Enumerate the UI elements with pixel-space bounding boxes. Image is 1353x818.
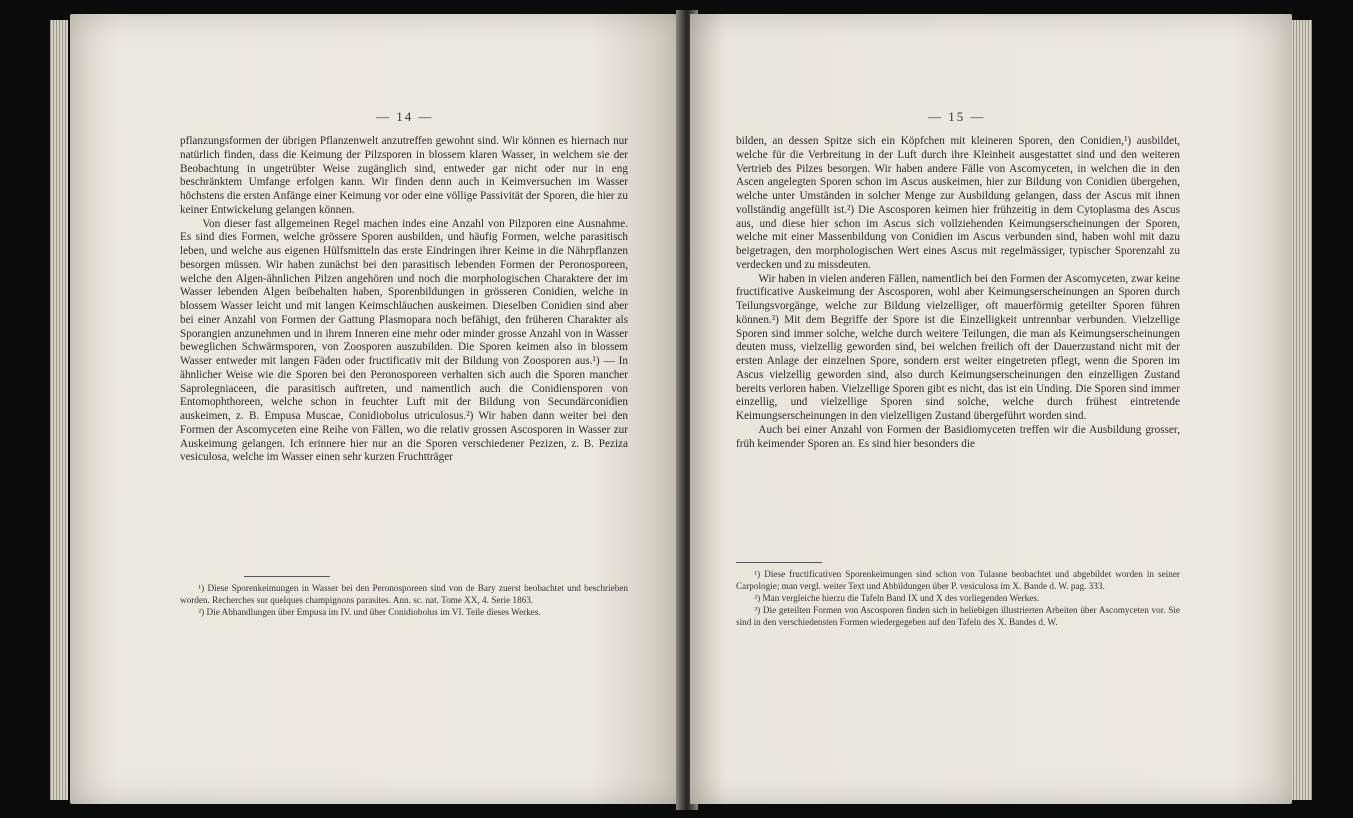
footnote: ²) Die Abhandlungen über Empusa im IV. und über Conidiobolus im VI. Teile dieses Werkes. [198,607,541,617]
left-page [70,14,682,804]
right-page-edges [1290,20,1312,800]
footnote: ¹) Diese Sporenkeimungen in Wasser bei den Peronosporeen sind von de Bary zuerst beobachtet und beschrieben worden. Recherches sur quelques champignons parasites. Ann. sc. nat. Tome XX, 4. Serie 1863. [180,583,628,605]
paragraph: Auch bei einer Anzahl von Formen der Basidiomyceten treffen wir die Ausbildung grosser, früh keimender Sporen an. Es sind hier besonders die [736,423,1180,450]
footnote-rule [244,576,330,577]
paragraph: pflanzungsformen der übrigen Pflanzenwelt anzutreffen gewohnt sind. Wir können es hiernach nur natürlich finden, dass die Keimung der Pilzsporen in blossem klaren Wasser, in welchem sie der Beobachtung in ungetrübter Weise zugänglich sind, entweder gar nicht oder nur in eng beschränktem Umfange erfolgen kann. Wir finden denn auch in Keimversuchen im Wasser höchstens die ersten Anfänge einer Keimung vor oder eine völlige Passivität der Sporen, die hier zu keiner Entwickelung gelangen können. [180,135,628,216]
footnote: ¹) Diese fructificativen Sporenkeimungen sind schon von Tulasne beobachtet und abgebildet worden in seiner Carpologie; man vergl. weiter Text und Abbildungen über P. vesiculosa im X. Bande d. W. pag. 333. [736,569,1180,591]
paragraph: Wir haben in vielen anderen Fällen, namentlich bei den Formen der Ascomyceten, zwar keine fructificative Auskeimung der Ascosporen, wohl aber Keimungserscheinungen an Sporen durch Teilungsvorgänge, welche zur Bildung vielzelliger, oft mauerförmig geteilter Sporen führen können.³) Mit dem Begriffe der Spore ist die Einzelligkeit untrennbar verbunden. Vielzellige Sporen sind immer solche, welche durch weitere Teilungen, die man als Keimungserscheinungen deuten muss, vielzellig geworden sind, bei welchen freilich oft der Dauerzustand nicht mit der ersten Anlage der einzelnen Spore, sondern erst weiter eingetreten pflegt, wenn die Sporen im Ascus vielzellig geworden sind, also durch Keimungserscheinungen den einzelligen Zustand bereits verloren haben. Vielzellige Sporen gibt es nicht, das ist ein Unding. Die Sporen sind immer einzellig, und vielzellige Sporen sind solche, welche durch frühest eintretende Keimungserscheinungen in den vielzelligen Zustand übergeführt worden sind. [736,272,1180,422]
page-number: — 15 — [928,109,986,124]
right-page [690,14,1292,804]
page-number: — 14 — [376,109,434,124]
paragraph: Von dieser fast allgemeinen Regel machen indes eine Anzahl von Pilzporen eine Ausnahme. Es sind dies Formen, welche grössere Sporen ausbilden, und häufig Formen, welche parasitisch leben, und welche aus eigenen Hülfsmitteln das erste Eindringen ihrer Keime in die Nährpflanzen besorgen müssen. Wir haben zunächst bei den parasitisch lebenden Formen der Peronosporeen, welche den Algen-ähnlichen Pilzen angehören und noch die morphologischen Charaktere der im Wasser lebenden Algen beibehalten haben, Sporenbildungen in grösseren Conidien, welche in blossem Wasser leicht und mit langen Keimschläuchen auskeimen. Dieselben Conidien sind aber bei einer Anzahl von Formen der Gattung Plasmopara noch befähigt, den früheren Charakter als Sporangien anzunehmen und in ihrem Inneren eine mehr oder minder grosse Anzahl von in Wasser beweglichen Schwärmsporen, von Zoosporen auszubilden. Die Sporen keimen also in blossem Wasser entweder mit langen Fäden oder fructificativ mit der Bildung von Zoosporen aus.¹) — In ähnlicher Weise wie die Sporen bei den Peronosporeen verhalten sich auch die Sporen mancher Saprolegniaceen, die parasitisch auftreten, und namentlich auch die Conidiensporen von Entomophthoreen, welche schon in feuchter Luft mit der Bildung von Secundärconidien auskeimen, z. B. Empusa Muscae, Conidiobolus utriculosus.²) Wir haben dann weiter bei den Formen der Ascomyceten eine Reihe von Fällen, wo die relativ grossen Ascosporen in Wasser zur Auskeimung gelangen. Ich erinnere hier nur an die Sporen verschiedener Pezizen, z. B. Peziza vesiculosa, welche im Wasser einen sehr kurzen Fruchtträger [180,217,628,464]
left-page-edges [50,20,68,800]
footnote-rule [736,562,822,563]
body-text [736,135,1180,451]
body-text [180,135,628,465]
footnote: ²) Man vergleiche hierzu die Tafeln Band IX und X des vorliegenden Werkes. [754,593,1040,603]
footnotes [180,582,628,618]
footnote: ³) Die geteilten Formen von Ascosporen finden sich in beliebigen illustrierten Arbeiten über Ascomyceten vor. Sie sind in den verschiedensten Formen wiedergegeben auf den Tafeln des X. Bandes d. W. [736,605,1180,627]
footnotes [736,568,1180,628]
paragraph: bilden, an dessen Spitze sich ein Köpfchen mit kleineren Sporen, den Conidien,¹) ausbildet, welche für die Verbreitung in der Luft durch ihre Kleinheit ausgestattet sind und den weiteren Vertrieb des Pilzes besorgen. Wir haben andere Fälle von Ascomyceten, in welchen die in den Ascen angelegten Sporen schon im Ascus auskeimen, hier zur Bildung von Conidien übergehen, welche unter Umständen in solcher Menge zur Ausbildung gelangen, dass der Ascus mit ihnen vollständig angefüllt ist.²) Die Ascosporen keimen hier frühzeitig in dem Cytoplasma des Ascus aus, und diese hier schon im Ascus sich vollziehenden Keimungserscheinungen der Sporen, welche mit einer Massenbildung von Conidien im Ascus verbunden sind, haben wohl mit dazu beigetragen, den morphologischen Wert eines Ascus mit regelmässiger, typischer Sporenzahl zu verdecken und zu missdeuten. [736,135,1180,271]
